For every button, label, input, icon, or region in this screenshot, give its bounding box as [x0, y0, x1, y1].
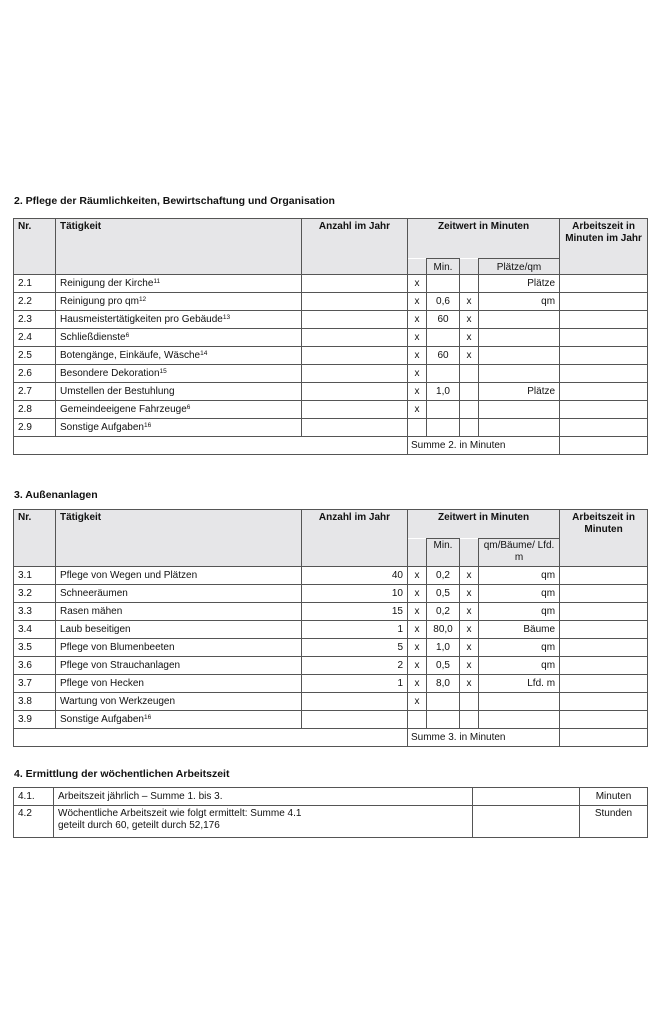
- row-x-mark: [460, 419, 479, 437]
- row-taetigkeit: [56, 621, 302, 639]
- footnote-ref: 12: [138, 295, 147, 303]
- section-2-title: 2. Pflege der Räumlichkeiten, Bewirtschaftung und Organisation: [14, 195, 335, 207]
- footnote-ref: 15: [159, 367, 167, 375]
- row-min: 0,6: [427, 293, 460, 311]
- row-taetigkeit-text: Pflege von Wegen und Plätzen: [60, 569, 198, 581]
- row-anzahl[interactable]: [302, 329, 408, 347]
- row-x-mark: x: [408, 365, 427, 383]
- row-anzahl[interactable]: 1: [302, 675, 408, 693]
- row-min: 80,0: [427, 621, 460, 639]
- sum-value[interactable]: [560, 729, 648, 747]
- table-row: [14, 311, 648, 329]
- row-unit: Stunden: [580, 806, 648, 838]
- row-unit: [479, 419, 560, 437]
- table-row: [14, 419, 648, 437]
- row-anzahl[interactable]: [302, 347, 408, 365]
- row-nr: 2.1: [14, 275, 56, 293]
- row-anzahl[interactable]: [302, 383, 408, 401]
- row-x-mark: x: [408, 311, 427, 329]
- row-anzahl[interactable]: 2: [302, 657, 408, 675]
- row-nr: 2.2: [14, 293, 56, 311]
- row-arbeitszeit[interactable]: [560, 401, 648, 419]
- row-min: 60: [427, 347, 460, 365]
- row-x-mark: x: [408, 329, 427, 347]
- header-arbeitszeit: Arbeitszeit in Minuten: [560, 510, 648, 567]
- sum-spacer: [14, 729, 408, 747]
- row-taetigkeit-text: Besondere Dekoration: [60, 367, 160, 379]
- row-min: 60: [427, 311, 460, 329]
- row-taetigkeit-text: Hausmeistertätigkeiten pro Gebäude: [60, 313, 223, 325]
- row-taetigkeit: [56, 347, 302, 365]
- row-unit: [479, 693, 560, 711]
- row-arbeitszeit[interactable]: [560, 567, 648, 585]
- footnote-ref: 6: [186, 403, 191, 411]
- sum-label: Summe 2. in Minuten: [408, 437, 560, 455]
- row-taetigkeit-text: Reinigung der Kirche: [60, 277, 154, 289]
- row-unit: Plätze: [479, 275, 560, 293]
- table-row: [14, 401, 648, 419]
- row-taetigkeit-text: Schneeräumen: [60, 587, 128, 599]
- row-x-mark: x: [460, 329, 479, 347]
- row-anzahl[interactable]: [302, 365, 408, 383]
- table-row: [14, 711, 648, 729]
- row-x-mark: x: [460, 603, 479, 621]
- footnote-ref: 16: [143, 713, 152, 721]
- section-3-title: 3. Außenanlagen: [14, 489, 98, 501]
- row-min: [427, 401, 460, 419]
- row-x-mark: [408, 419, 427, 437]
- row-value[interactable]: [473, 806, 580, 838]
- row-nr: 2.7: [14, 383, 56, 401]
- row-arbeitszeit[interactable]: [560, 657, 648, 675]
- row-taetigkeit-text: Reinigung pro qm: [60, 295, 139, 307]
- footnote-ref: 16: [143, 421, 152, 429]
- row-taetigkeit-text: Pflege von Strauchanlagen: [60, 659, 181, 671]
- row-x-mark: [460, 693, 479, 711]
- row-x-mark: x: [408, 639, 427, 657]
- table-row: [14, 675, 648, 693]
- table-row: [14, 329, 648, 347]
- row-unit: qm: [479, 293, 560, 311]
- row-x-mark: [460, 275, 479, 293]
- row-min: [427, 365, 460, 383]
- table-row: [14, 693, 648, 711]
- row-unit: qm: [479, 657, 560, 675]
- row-arbeitszeit[interactable]: [560, 693, 648, 711]
- row-taetigkeit-text: Sonstige Aufgaben: [60, 713, 144, 725]
- row-taetigkeit-text: Laub beseitigen: [60, 623, 131, 635]
- row-arbeitszeit[interactable]: [560, 311, 648, 329]
- row-x-mark: x: [408, 603, 427, 621]
- row-nr: 3.3: [14, 603, 56, 621]
- row-x-mark: x: [408, 657, 427, 675]
- row-taetigkeit: [56, 657, 302, 675]
- row-taetigkeit: [56, 585, 302, 603]
- row-min: 1,0: [427, 639, 460, 657]
- row-anzahl[interactable]: [302, 711, 408, 729]
- row-x-mark: x: [460, 639, 479, 657]
- header-anzahl: Anzahl im Jahr: [302, 219, 408, 275]
- row-nr: 3.1: [14, 567, 56, 585]
- table-row: [14, 383, 648, 401]
- row-min: 0,2: [427, 603, 460, 621]
- header-taetigkeit: Tätigkeit: [56, 219, 302, 275]
- row-text-line-1: Wöchentliche Arbeitszeit wie folgt ermittelt: Summe 4.1: [58, 808, 302, 819]
- header-anzahl: Anzahl im Jahr: [302, 510, 408, 567]
- row-anzahl[interactable]: [302, 275, 408, 293]
- row-arbeitszeit[interactable]: [560, 347, 648, 365]
- row-x-mark: x: [408, 567, 427, 585]
- row-nr: 2.9: [14, 419, 56, 437]
- header-spacer: [408, 539, 427, 567]
- row-x-mark: [460, 383, 479, 401]
- row-taetigkeit-text: Rasen mähen: [60, 605, 123, 617]
- row-taetigkeit: [56, 401, 302, 419]
- row-nr: 3.9: [14, 711, 56, 729]
- row-x-mark: x: [408, 621, 427, 639]
- row-arbeitszeit[interactable]: [560, 275, 648, 293]
- row-arbeitszeit[interactable]: [560, 293, 648, 311]
- row-anzahl[interactable]: 40: [302, 567, 408, 585]
- header-spacer: [408, 259, 427, 275]
- table-row: [14, 365, 648, 383]
- header-spacer: [460, 259, 479, 275]
- row-taetigkeit: [56, 603, 302, 621]
- row-taetigkeit: [56, 693, 302, 711]
- table-row: [14, 639, 648, 657]
- row-anzahl[interactable]: 1: [302, 621, 408, 639]
- row-x-mark: [460, 711, 479, 729]
- header-min: Min.: [427, 539, 460, 567]
- row-nr: 2.3: [14, 311, 56, 329]
- row-x-mark: x: [460, 311, 479, 329]
- row-min: 0,5: [427, 657, 460, 675]
- row-taetigkeit-text: Sonstige Aufgaben: [60, 421, 144, 433]
- row-min: [427, 275, 460, 293]
- footnote-ref: 13: [222, 313, 231, 321]
- table-row: [14, 585, 648, 603]
- header-unit: Plätze/qm: [479, 259, 560, 275]
- row-unit: [479, 401, 560, 419]
- row-taetigkeit-text: Wartung von Werkzeugen: [60, 695, 176, 707]
- table-row: [14, 567, 648, 585]
- row-x-mark: x: [408, 275, 427, 293]
- row-x-mark: x: [460, 293, 479, 311]
- row-x-mark: x: [408, 293, 427, 311]
- row-nr: 4.1.: [14, 788, 54, 806]
- row-nr: 2.5: [14, 347, 56, 365]
- header-zeitwert: Zeitwert in Minuten: [408, 219, 560, 259]
- row-taetigkeit-text: Pflege von Blumenbeeten: [60, 641, 175, 653]
- row-min: 1,0: [427, 383, 460, 401]
- row-unit: [479, 347, 560, 365]
- row-x-mark: [460, 365, 479, 383]
- header-taetigkeit: Tätigkeit: [56, 510, 302, 567]
- row-x-mark: x: [408, 401, 427, 419]
- row-taetigkeit: [56, 419, 302, 437]
- table-row: [14, 275, 648, 293]
- row-x-mark: x: [460, 567, 479, 585]
- row-unit: Minuten: [580, 788, 648, 806]
- section-4-table: [13, 787, 648, 838]
- row-x-mark: x: [408, 675, 427, 693]
- row-text-line-2: geteilt durch 60, geteilt durch 52,176: [58, 820, 220, 831]
- row-taetigkeit: [56, 311, 302, 329]
- row-unit: [479, 365, 560, 383]
- row-unit: Lfd. m: [479, 675, 560, 693]
- row-taetigkeit-text: Umstellen der Bestuhlung: [60, 385, 175, 397]
- row-min: 8,0: [427, 675, 460, 693]
- row-unit: Plätze: [479, 383, 560, 401]
- row-unit: Bäume: [479, 621, 560, 639]
- row-nr: 2.4: [14, 329, 56, 347]
- row-x-mark: [408, 711, 427, 729]
- row-anzahl[interactable]: 10: [302, 585, 408, 603]
- header-unit: qm/Bäume/ Lfd. m: [479, 539, 560, 567]
- row-taetigkeit: [56, 675, 302, 693]
- row-anzahl[interactable]: 5: [302, 639, 408, 657]
- row-taetigkeit-text: Botengänge, Einkäufe, Wäsche: [60, 349, 201, 361]
- row-x-mark: x: [460, 347, 479, 365]
- row-nr: 3.4: [14, 621, 56, 639]
- row-anzahl[interactable]: [302, 401, 408, 419]
- row-arbeitszeit[interactable]: [560, 329, 648, 347]
- row-arbeitszeit[interactable]: [560, 585, 648, 603]
- table-row: [14, 603, 648, 621]
- row-x-mark: [460, 401, 479, 419]
- row-taetigkeit-text: Gemeindeeigene Fahrzeuge: [60, 403, 187, 415]
- row-min: [427, 329, 460, 347]
- section-2-table: [13, 218, 648, 455]
- header-spacer: [460, 539, 479, 567]
- row-arbeitszeit[interactable]: [560, 603, 648, 621]
- row-x-mark: x: [460, 585, 479, 603]
- row-arbeitszeit[interactable]: [560, 639, 648, 657]
- row-taetigkeit: [56, 329, 302, 347]
- row-min: 0,5: [427, 585, 460, 603]
- row-x-mark: x: [408, 693, 427, 711]
- row-unit: qm: [479, 603, 560, 621]
- row-x-mark: x: [408, 383, 427, 401]
- row-taetigkeit: [56, 567, 302, 585]
- header-arbeitszeit: Arbeitszeit in Minuten im Jahr: [560, 219, 648, 275]
- header-nr: Nr.: [14, 510, 56, 567]
- row-taetigkeit: [56, 383, 302, 401]
- row-taetigkeit: [56, 639, 302, 657]
- row-taetigkeit-text: Pflege von Hecken: [60, 677, 144, 689]
- row-taetigkeit: [56, 293, 302, 311]
- table-row: [14, 293, 648, 311]
- row-taetigkeit: [56, 711, 302, 729]
- row-value[interactable]: [473, 788, 580, 806]
- row-arbeitszeit[interactable]: [560, 383, 648, 401]
- row-text: Arbeitszeit jährlich – Summe 1. bis 3.: [54, 788, 473, 806]
- row-text: [54, 806, 473, 838]
- section-3-table: [13, 509, 648, 747]
- footnote-ref: 6: [125, 331, 130, 339]
- row-arbeitszeit[interactable]: [560, 675, 648, 693]
- row-nr: 3.8: [14, 693, 56, 711]
- row-min: 0,2: [427, 567, 460, 585]
- row-unit: [479, 711, 560, 729]
- row-nr: 2.6: [14, 365, 56, 383]
- row-x-mark: x: [460, 657, 479, 675]
- row-nr: 3.6: [14, 657, 56, 675]
- row-anzahl[interactable]: 15: [302, 603, 408, 621]
- row-arbeitszeit[interactable]: [560, 711, 648, 729]
- section-4-title: 4. Ermittlung der wöchentlichen Arbeitszeit: [14, 768, 230, 780]
- row-nr: 3.5: [14, 639, 56, 657]
- row-x-mark: x: [460, 675, 479, 693]
- table-row: [14, 621, 648, 639]
- row-taetigkeit: [56, 275, 302, 293]
- row-arbeitszeit[interactable]: [560, 365, 648, 383]
- row-unit: qm: [479, 639, 560, 657]
- row-nr: 2.8: [14, 401, 56, 419]
- footnote-ref: 14: [200, 349, 208, 357]
- sum-spacer: [14, 437, 408, 455]
- header-nr: Nr.: [14, 219, 56, 275]
- row-anzahl[interactable]: [302, 311, 408, 329]
- row-anzahl[interactable]: [302, 293, 408, 311]
- row-unit: [479, 311, 560, 329]
- row-nr: 4.2: [14, 806, 54, 838]
- row-min: [427, 711, 460, 729]
- row-x-mark: x: [460, 621, 479, 639]
- header-zeitwert: Zeitwert in Minuten: [408, 510, 560, 539]
- sum-label: Summe 3. in Minuten: [408, 729, 560, 747]
- row-unit: qm: [479, 585, 560, 603]
- row-anzahl[interactable]: [302, 419, 408, 437]
- sum-value[interactable]: [560, 437, 648, 455]
- row-arbeitszeit[interactable]: [560, 419, 648, 437]
- row-nr: 3.2: [14, 585, 56, 603]
- row-nr: 3.7: [14, 675, 56, 693]
- row-arbeitszeit[interactable]: [560, 621, 648, 639]
- row-anzahl[interactable]: [302, 693, 408, 711]
- footnote-ref: 11: [153, 277, 161, 285]
- row-unit: qm: [479, 567, 560, 585]
- row-min: [427, 419, 460, 437]
- row-unit: [479, 329, 560, 347]
- header-min: Min.: [427, 259, 460, 275]
- row-taetigkeit-text: Schließdienste: [60, 331, 126, 343]
- row-taetigkeit: [56, 365, 302, 383]
- row-min: [427, 693, 460, 711]
- table-row: [14, 347, 648, 365]
- table-row: [14, 657, 648, 675]
- row-x-mark: x: [408, 585, 427, 603]
- row-x-mark: x: [408, 347, 427, 365]
